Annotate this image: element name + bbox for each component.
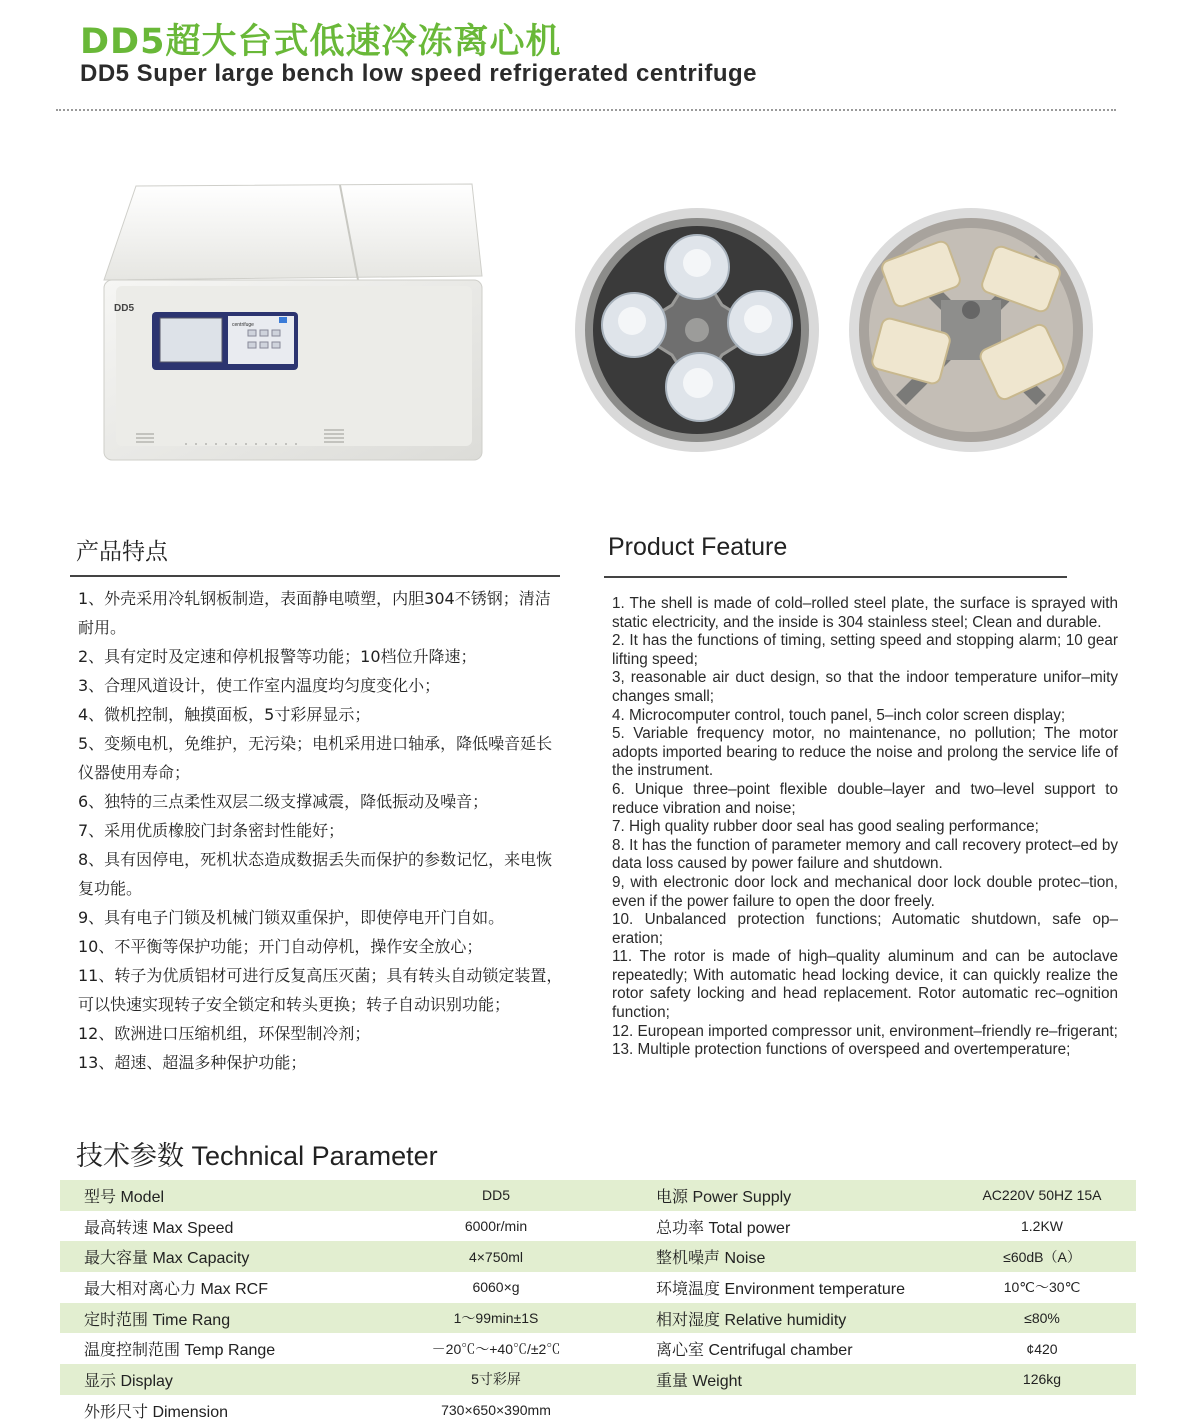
param-value: ≤80%: [1024, 1310, 1060, 1327]
features-cn-heading: 产品特点: [76, 539, 168, 565]
dotted-divider: [56, 109, 1116, 111]
param-value: 4×750ml: [468, 1248, 524, 1265]
feature-en-item: 3, reasonable air duct design, so that the indoor temperature unifor–mity changes small;: [612, 669, 1118, 705]
feature-cn-item: 12、欧洲进口压缩机组，环保型制冷剂；: [78, 1024, 371, 1043]
features-en-list: [612, 595, 1118, 1060]
param-label: 最大相对离心力 Max RCF: [84, 1280, 269, 1298]
feature-cn-item: 4、微机控制，触摸面板，5寸彩屏显示；: [78, 705, 371, 724]
param-value: 126kg: [1022, 1371, 1062, 1388]
param-value: －20℃～+40℃/±2℃: [431, 1340, 561, 1357]
param-label: 整机噪声 Noise: [656, 1250, 766, 1268]
feature-en-item: 9, with electronic door lock and mechanical door lock double protec–tion, even if the power failure to open the door freely.: [612, 873, 1118, 910]
feature-cn-item: 10、不平衡等保护功能；开门自动停机，操作安全放心；: [78, 937, 483, 956]
feature-en-item: 1. The shell is made of cold–rolled steel plate, the surface is sprayed with static electricity, and the inside is 304 stainless steel; Clean and durable.: [612, 595, 1118, 631]
param-label: 离心室 Centrifugal chamber: [656, 1342, 853, 1360]
features-cn-list: [78, 584, 564, 1077]
feature-cn-item: 13、超速、超温多种保护功能；: [78, 1053, 307, 1072]
rotor-bucket-photo: [572, 205, 822, 455]
param-label: 最高转速 Max Speed: [84, 1219, 234, 1237]
param-value: ¢420: [1026, 1340, 1058, 1357]
features-en-rule: [604, 576, 1067, 578]
feature-en-item: 8. It has the function of parameter memory and call recovery protect–ed by data loss caused by power failure and shutdown.: [612, 836, 1118, 873]
param-label: 显示 Display: [84, 1372, 173, 1390]
param-value: AC220V 50HZ 15A: [982, 1187, 1102, 1204]
feature-en-item: 12. European imported compressor unit, environment–friendly re–frigerant;: [612, 1022, 1118, 1040]
param-value: 730×650×390mm: [441, 1402, 551, 1419]
feature-cn-item: 7、采用优质橡胶门封条密封性能好；: [78, 821, 345, 840]
page-title-en: DD5 Super large bench low speed refrigerated centrifuge: [80, 60, 757, 87]
table-row: [60, 1333, 1136, 1364]
table-row: [60, 1211, 1136, 1242]
feature-cn-item: 9、具有电子门锁及机械门锁双重保护，即使停电开门自如。: [78, 908, 505, 927]
page-title-cn: DD5超大台式低速冷冻离心机: [80, 22, 562, 62]
param-value: 10℃～30℃: [1003, 1279, 1081, 1296]
feature-en-item: 11. The rotor is made of high–quality aluminum and can be autoclave repeatedly; With automatic head locking device, it can quickly realize the rotor safety locking and head replacement. Rotor automatic rec–ognition function;: [612, 948, 1118, 1022]
param-value: 1.2KW: [1020, 1218, 1063, 1235]
feature-en-item: 13. Multiple protection functions of overspeed and overtemperature;: [612, 1041, 1071, 1059]
features-cn-rule: [70, 575, 560, 577]
model-label: DD5: [114, 303, 135, 314]
param-label: 总功率 Total power: [656, 1219, 791, 1237]
table-row: [60, 1272, 1136, 1303]
technical-heading: 技术参数 Technical Parameter: [76, 1141, 438, 1171]
param-value: 1～99min±1S: [453, 1310, 539, 1327]
table-row: [60, 1364, 1136, 1395]
feature-en-item: 6. Unique three–point flexible double–layer and two–level support to reduce vibration and noise;: [612, 780, 1118, 817]
param-label: 型号 Model: [84, 1188, 165, 1206]
param-value: 6060×g: [472, 1279, 520, 1296]
param-label: [606, 1395, 948, 1426]
param-value: ≤60dB（A）: [1003, 1248, 1081, 1265]
param-label: 环境温度 Environment temperature: [656, 1280, 905, 1298]
feature-cn-item: 3、合理风道设计，使工作室内温度均匀度变化小；: [78, 676, 441, 695]
param-label: 外形尺寸 Dimension: [84, 1403, 229, 1421]
features-en-heading: Product Feature: [608, 533, 788, 561]
table-row: [60, 1180, 1136, 1211]
table-row: [60, 1303, 1136, 1334]
centrifuge-photo: [96, 176, 486, 476]
feature-cn-item: 5、变频电机，免维护，无污染；电机采用进口轴承，降低噪音延长仪器使用寿命；: [78, 734, 553, 782]
param-value: DD5: [481, 1187, 510, 1204]
feature-en-item: 10. Unbalanced protection functions; Automatic shutdown, safe op–eration;: [612, 911, 1118, 947]
param-value: [948, 1395, 1136, 1426]
table-row: [60, 1241, 1136, 1272]
rotor-plate-photo: [846, 205, 1096, 455]
param-label: 相对湿度 Relative humidity: [656, 1311, 847, 1329]
param-label: 温度控制范围 Temp Range: [84, 1342, 276, 1360]
param-label: 重量 Weight: [656, 1372, 742, 1390]
table-row: [60, 1395, 1136, 1426]
technical-parameter-table: [60, 1180, 1136, 1426]
feature-cn-item: 11、转子为优质铝材可进行反复高压灭菌；具有转头自动锁定装置，可以快速实现转子安全锁定和转头更换；转子自动识别功能；: [78, 966, 563, 1014]
feature-cn-item: 8、具有因停电，死机状态造成数据丢失而保护的参数记忆，来电恢复功能。: [78, 850, 553, 898]
feature-en-item: 4. Microcomputer control, touch panel, 5–inch color screen display;: [612, 706, 1066, 724]
feature-en-item: 2. It has the functions of timing, setting speed and stopping alarm; 10 gear lifting speed;: [612, 632, 1118, 668]
panel-brand: centrifuge: [232, 322, 254, 328]
param-label: 定时范围 Time Rang: [84, 1311, 231, 1329]
param-value: 6000r/min: [464, 1218, 528, 1235]
feature-cn-item: 6、独特的三点柔性双层二级支撑减震，降低振动及噪音；: [78, 792, 489, 811]
param-value: 5寸彩屏: [471, 1371, 521, 1388]
param-label: 电源 Power Supply: [656, 1188, 792, 1206]
feature-cn-item: 2、具有定时及定速和停机报警等功能；10档位升降速；: [78, 647, 477, 666]
feature-cn-item: 1、外壳采用冷轧钢板制造，表面静电喷塑，内胆304不锈钢；清洁耐用。: [78, 589, 551, 637]
param-label: 最大容量 Max Capacity: [84, 1250, 250, 1268]
feature-en-item: 5. Variable frequency motor, no maintenance, no pollution; The motor adopts imported bearing to reduce the noise and prolong the service life of the instrument.: [612, 725, 1118, 780]
feature-en-item: 7. High quality rubber door seal has good sealing performance;: [612, 818, 1039, 836]
